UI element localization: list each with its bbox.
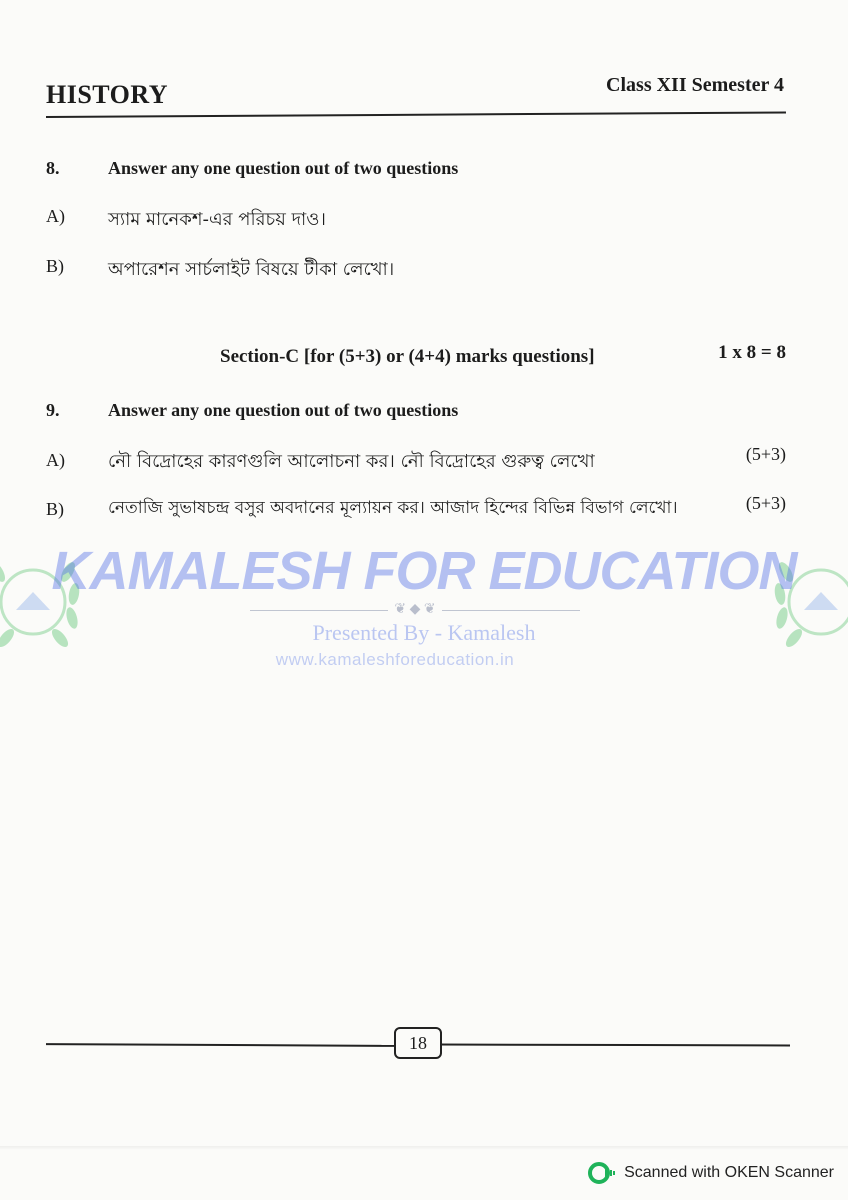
- section-c-title: Section-C [for (5+3) or (4+4) marks questions]: [220, 346, 595, 367]
- question-8-option-a-text: স্যাম মানেকশ-এর পরিচয় দাও।: [108, 209, 326, 230]
- question-9-instruction: Answer any one question out of two questions: [108, 400, 459, 420]
- question-9-number: 9.: [46, 400, 60, 420]
- question-8-option-b-text: অপারেশন সার্চলাইট বিষয়ে টীকা লেখো।: [108, 259, 395, 280]
- question-8-instruction: Answer any one question out of two questions: [108, 158, 459, 178]
- scanner-text: Scanned with OKEN Scanner: [624, 1164, 834, 1181]
- question-8-option-a-label: A): [46, 206, 65, 226]
- question-8-option-b-label: B): [46, 256, 64, 276]
- question-9-option-a-text: নৌ বিদ্রোহের কারণগুলি আলোচনা কর। নৌ বিদ্রোহের গুরুত্ব লেখো: [108, 451, 595, 472]
- question-9-option-b-text: নেতাজি সুভাষচন্দ্র বসুর অবদানের মূল্যায়ন কর। আজাদ হিন্দের বিভিন্ন বিভাগ লেখো।: [108, 498, 678, 518]
- footer-rule-right: [438, 1044, 790, 1047]
- question-9-option-a-marks: (5+3): [745, 444, 786, 464]
- footer-rule-left: [46, 1043, 396, 1047]
- scanner-logo-icon: [588, 1162, 616, 1184]
- page-edge-shadow: [0, 1146, 848, 1150]
- section-c-marks: 1 x 8 = 8: [718, 342, 786, 363]
- question-9-option-b-marks: (5+3): [745, 493, 786, 513]
- subject-title: HISTORY: [46, 80, 169, 109]
- header-divider: [46, 111, 786, 118]
- watermark-presented-by: Presented By - Kamalesh: [312, 620, 536, 645]
- watermark-url: www.kamaleshforeducation.in: [275, 650, 515, 669]
- class-label: Class XII Semester 4: [606, 74, 784, 96]
- page-number: 18: [394, 1027, 442, 1059]
- question-9-option-a-label: A): [46, 450, 65, 470]
- watermark-title: KAMALESH FOR EDUCATION: [51, 541, 797, 601]
- question-9-option-b-label: B): [46, 499, 64, 519]
- question-8-number: 8.: [46, 158, 60, 178]
- watermark-flourish: ❦ ◆ ❦: [250, 602, 580, 618]
- scanner-badge: [588, 1162, 834, 1184]
